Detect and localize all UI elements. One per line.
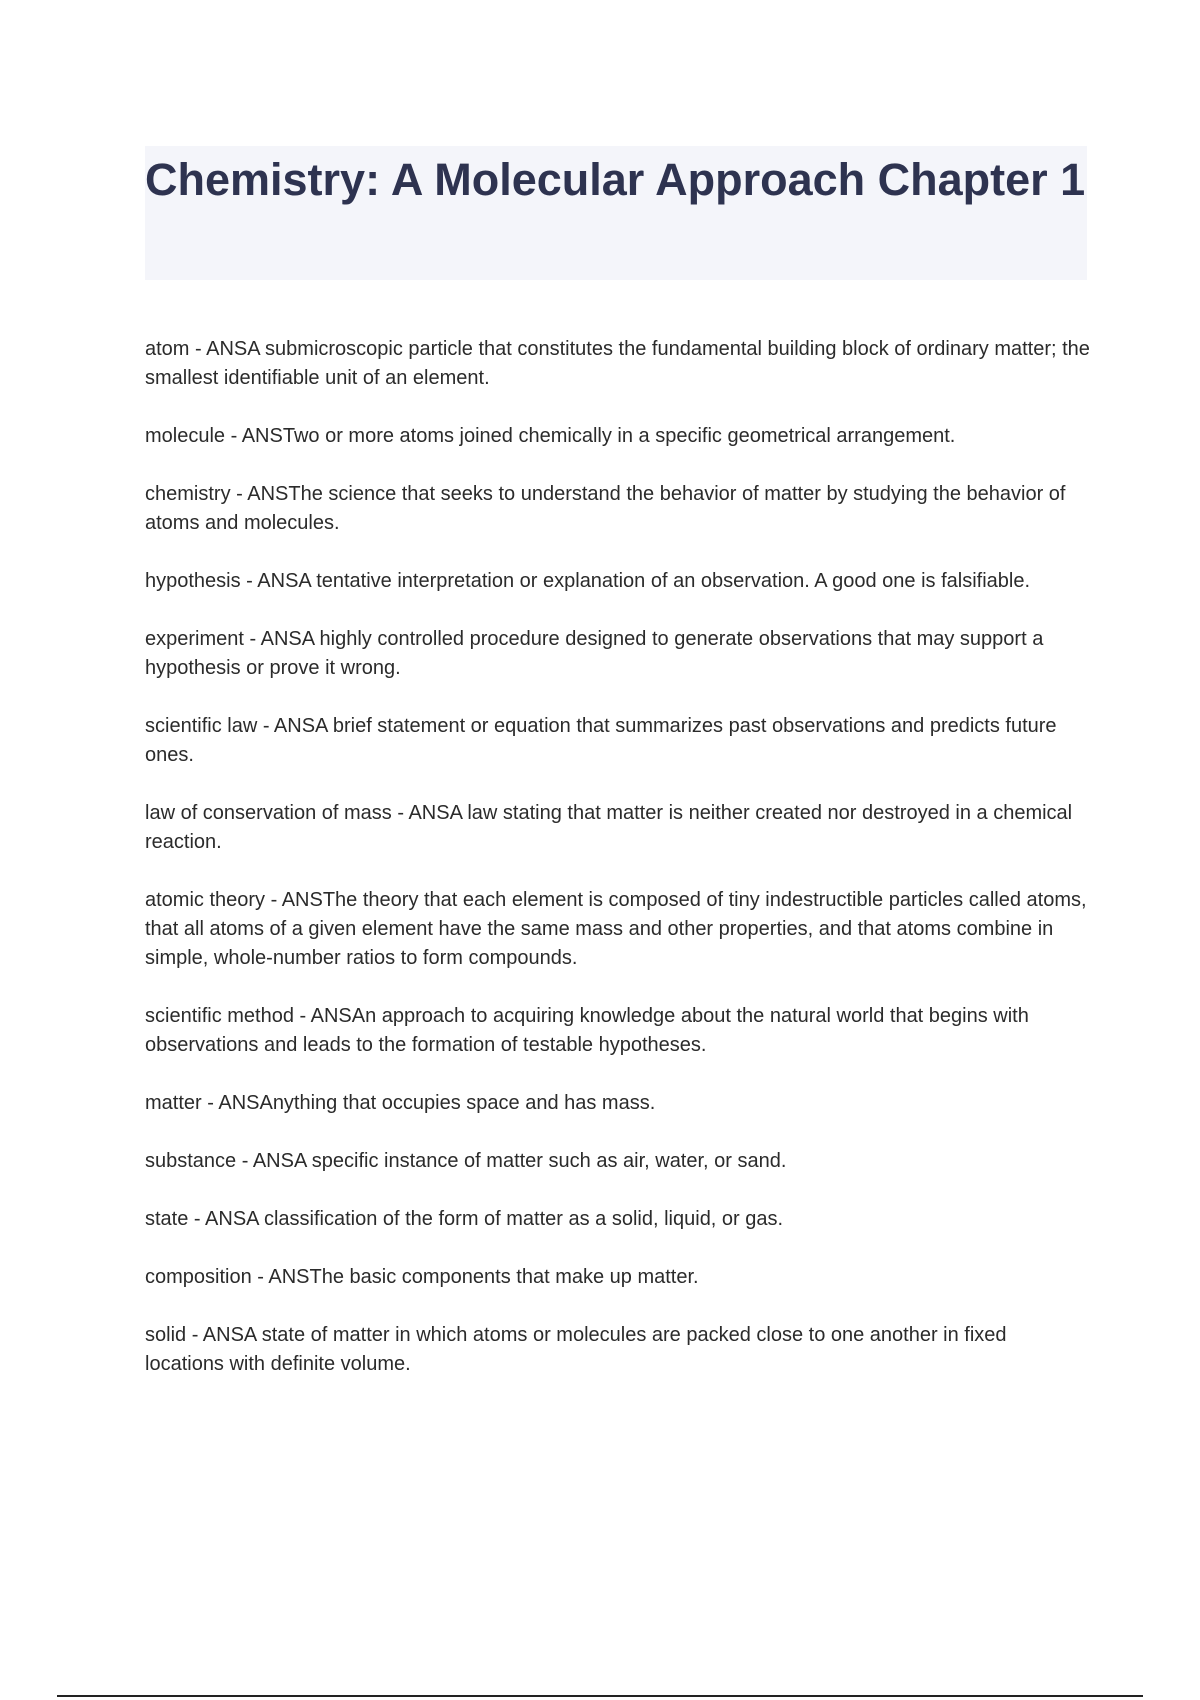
flashcard-entry: substance - ANSA specific instance of matter such as air, water, or sand. xyxy=(145,1150,787,1172)
flashcard-entry: state - ANSA classification of the form of matter as a solid, liquid, or gas. xyxy=(145,1208,784,1230)
flashcard-entry: matter - ANSAnything that occupies space and has mass. xyxy=(145,1092,656,1114)
flashcard-entry: atomic theory - ANSThe theory that each element is composed of tiny indestructible particles called atoms, that all atoms of a given element have the same mass and other properties, and that atoms combine in simple, whole-number ratios to form compounds. xyxy=(145,889,1087,969)
flashcard-entry: atom - ANSA submicroscopic particle that constitutes the fundamental building block of ordinary matter; the smallest identifiable unit of an element. xyxy=(145,338,1090,389)
flashcard-entry: experiment - ANSA highly controlled procedure designed to generate observations that may support a hypothesis or prove it wrong. xyxy=(145,628,1044,679)
flashcard-entry: hypothesis - ANSA tentative interpretation or explanation of an observation. A good one is falsifiable. xyxy=(145,570,1031,592)
footer-divider xyxy=(57,1695,1143,1697)
flashcard-entry: molecule - ANSTwo or more atoms joined chemically in a specific geometrical arrangement. xyxy=(145,425,956,447)
flashcard-entry: law of conservation of mass - ANSA law stating that matter is neither created nor destroyed in a chemical reaction. xyxy=(145,802,1073,853)
page-title: Chemistry: A Molecular Approach Chapter 1 xyxy=(145,154,1086,205)
flashcard-list xyxy=(145,335,1090,1408)
flashcard-entry: chemistry - ANSThe science that seeks to understand the behavior of matter by studying the behavior of atoms and molecules. xyxy=(145,483,1066,534)
flashcard-entry: composition - ANSThe basic components that make up matter. xyxy=(145,1266,699,1288)
flashcard-entry: scientific method - ANSAn approach to acquiring knowledge about the natural world that begins with observations and leads to the formation of testable hypotheses. xyxy=(145,1005,1029,1056)
title-banner xyxy=(145,146,1087,280)
flashcard-entry: scientific law - ANSA brief statement or equation that summarizes past observations and predicts future ones. xyxy=(145,715,1057,766)
flashcard-entry: solid - ANSA state of matter in which atoms or molecules are packed close to one another in fixed locations with definite volume. xyxy=(145,1324,1007,1375)
